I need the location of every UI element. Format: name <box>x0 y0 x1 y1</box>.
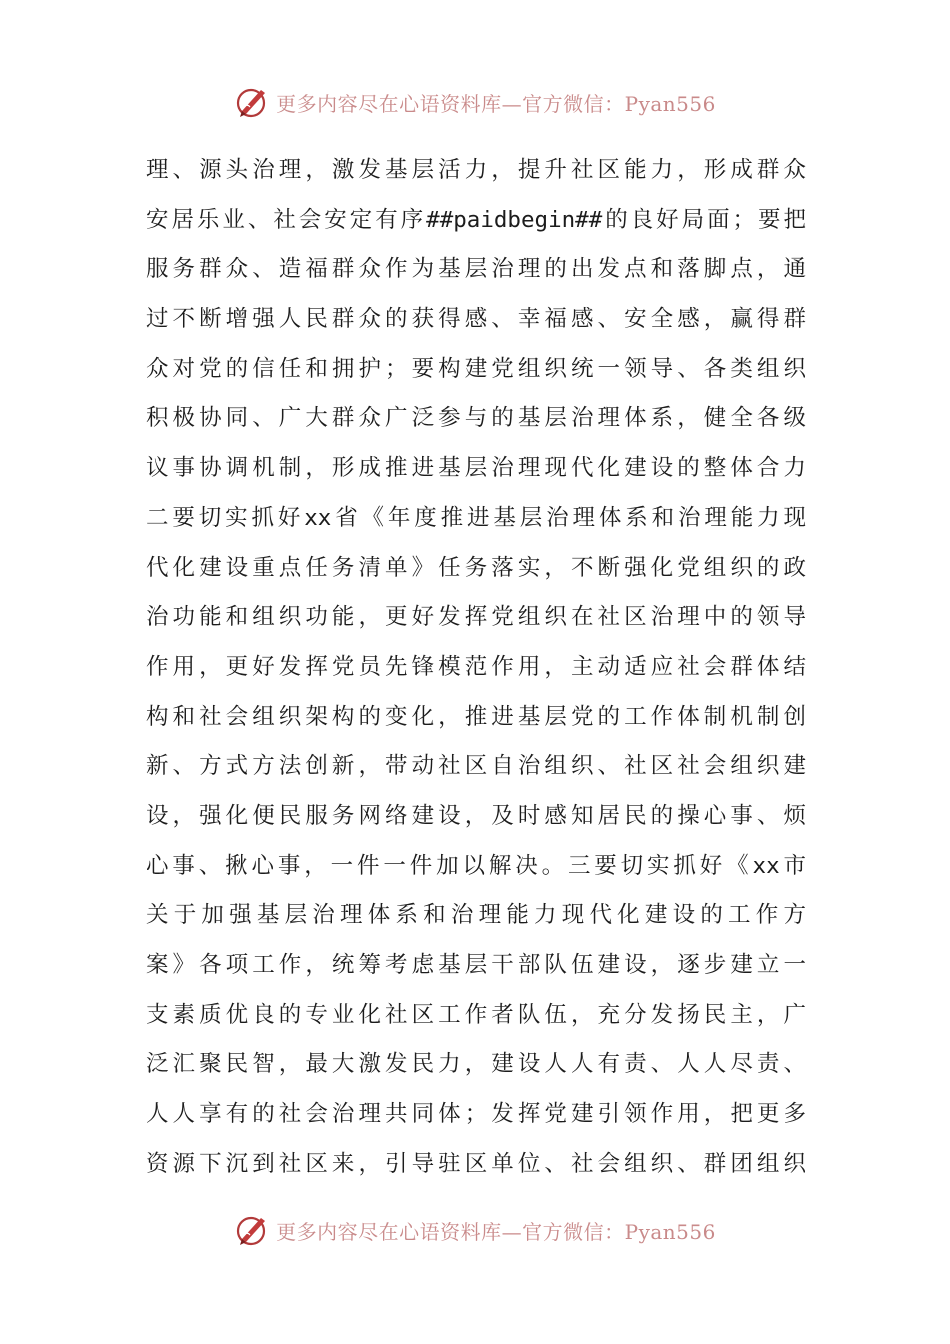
text-line: 安居乐业、社会安定有序##paidbegin##的良好局面；要把 <box>146 206 806 233</box>
text-line: 治功能和组织功能，更好发挥党组织在社区治理中的领导 <box>146 604 806 631</box>
text-line: 构和社会组织架构的变化，推进基层党的工作体制机制创 <box>146 703 806 730</box>
text-line: 资源下沉到社区来，引导驻区单位、社会组织、群团组织 <box>146 1150 806 1177</box>
text-line: 二要切实抓好xx省《年度推进基层治理体系和治理能力现 <box>146 504 806 531</box>
footer-watermark <box>0 1210 950 1250</box>
watermark-text: 更多内容尽在心语资料库—官方微信：Pyan556 <box>276 91 716 116</box>
text-line: 设，强化便民服务网络建设，及时感知居民的操心事、烦 <box>146 802 806 829</box>
text-line: 关于加强基层治理体系和治理能力现代化建设的工作方 <box>146 902 806 929</box>
text-line: 泛汇聚民智，最大激发民力，建设人人有责、人人尽责、 <box>146 1051 806 1078</box>
text-line: 支素质优良的专业化社区工作者队伍，充分发扬民主，广 <box>146 1001 806 1028</box>
watermark-text: 更多内容尽在心语资料库—官方微信：Pyan556 <box>276 1219 716 1244</box>
text-line: 理、源头治理，激发基层活力，提升社区能力，形成群众 <box>146 157 806 183</box>
text-line: 众对党的信任和拥护；要构建党组织统一领导、各类组织 <box>146 355 806 382</box>
text-line: 议事协调机制，形成推进基层治理现代化建设的整体合力 <box>146 455 806 482</box>
text-line: 新、方式方法创新，带动社区自治组织、社区社会组织建 <box>146 753 806 780</box>
document-body <box>146 146 806 1189</box>
text-line: 案》各项工作，统筹考虑基层干部队伍建设，逐步建立一 <box>146 952 806 978</box>
text-line: 作用，更好发挥党员先锋模范作用，主动适应社会群体结 <box>146 653 806 680</box>
text-line: 心事、揪心事，一件一件加以解决。三要切实抓好《xx市 <box>146 852 806 879</box>
text-line: 代化建设重点任务清单》任务落实，不断强化党组织的政 <box>146 554 806 581</box>
pen-logo-icon <box>234 1212 270 1248</box>
text-line: 积极协同、广大群众广泛参与的基层治理体系，健全各级 <box>146 405 806 432</box>
text-line: 服务群众、造福群众作为基层治理的出发点和落脚点，通 <box>146 256 806 283</box>
pen-logo-icon <box>234 84 270 120</box>
header-watermark <box>0 82 950 122</box>
text-line: 过不断增强人民群众的获得感、幸福感、安全感，赢得群 <box>146 306 806 333</box>
text-line: 人人享有的社会治理共同体；发挥党建引领作用，把更多 <box>146 1101 806 1128</box>
